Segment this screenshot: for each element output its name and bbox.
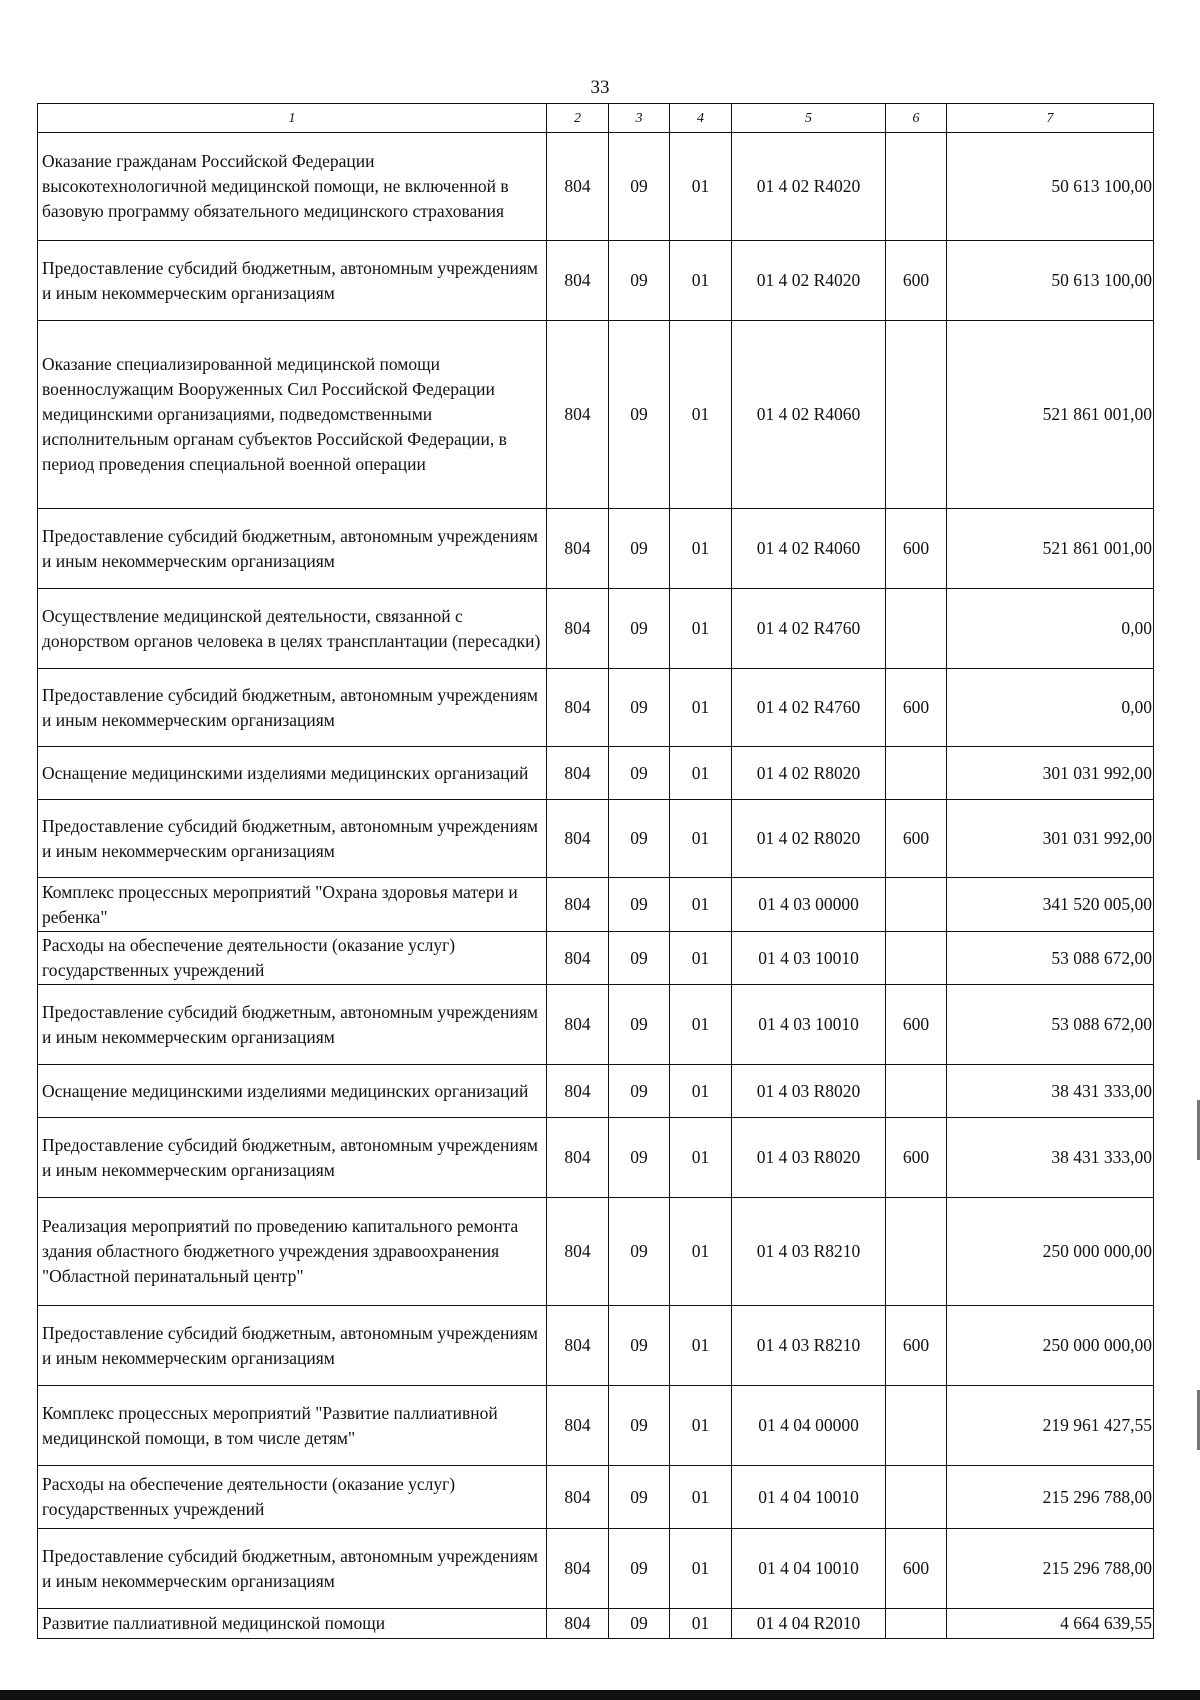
cell-target-article: 01 4 02 R4020 bbox=[732, 133, 886, 241]
cell-expense-type bbox=[886, 1386, 947, 1466]
cell-amount: 521 861 001,00 bbox=[947, 321, 1154, 509]
page-number: 33 bbox=[590, 77, 610, 98]
cell-expense-type bbox=[886, 589, 947, 669]
cell-grbs: 804 bbox=[547, 589, 609, 669]
cell-section: 09 bbox=[609, 1118, 670, 1198]
cell-name: Оказание гражданам Российской Федерации высокотехнологичной медицинской помощи, не включенной в базовую программу обязательного медицинского страхования bbox=[38, 133, 547, 241]
cell-name: Оснащение медицинскими изделиями медицинских организаций bbox=[38, 747, 547, 800]
cell-grbs: 804 bbox=[547, 1198, 609, 1306]
cell-subsection: 01 bbox=[670, 1609, 732, 1639]
cell-name: Предоставление субсидий бюджетным, автономным учреждениям и иным некоммерческим организациям bbox=[38, 1118, 547, 1198]
cell-name: Осуществление медицинской деятельности, связанной с донорством органов человека в целях трансплантации (пересадки) bbox=[38, 589, 547, 669]
cell-target-article: 01 4 03 10010 bbox=[732, 932, 886, 985]
cell-grbs: 804 bbox=[547, 321, 609, 509]
cell-grbs: 804 bbox=[547, 1609, 609, 1639]
cell-subsection: 01 bbox=[670, 1466, 732, 1529]
column-header-subsection: 4 bbox=[670, 104, 732, 133]
table-row bbox=[38, 1466, 1154, 1529]
cell-grbs: 804 bbox=[547, 985, 609, 1065]
table-row bbox=[38, 1306, 1154, 1386]
cell-section: 09 bbox=[609, 1466, 670, 1529]
cell-subsection: 01 bbox=[670, 878, 732, 932]
cell-expense-type bbox=[886, 1609, 947, 1639]
cell-subsection: 01 bbox=[670, 985, 732, 1065]
cell-grbs: 804 bbox=[547, 1529, 609, 1609]
cell-expense-type: 600 bbox=[886, 241, 947, 321]
cell-grbs: 804 bbox=[547, 133, 609, 241]
cell-grbs: 804 bbox=[547, 878, 609, 932]
cell-section: 09 bbox=[609, 589, 670, 669]
cell-target-article: 01 4 02 R4760 bbox=[732, 589, 886, 669]
cell-grbs: 804 bbox=[547, 747, 609, 800]
cell-amount: 53 088 672,00 bbox=[947, 932, 1154, 985]
cell-grbs: 804 bbox=[547, 1386, 609, 1466]
cell-target-article: 01 4 02 R4060 bbox=[732, 509, 886, 589]
table-row bbox=[38, 509, 1154, 589]
cell-name: Предоставление субсидий бюджетным, автономным учреждениям и иным некоммерческим организациям bbox=[38, 1306, 547, 1386]
cell-amount: 38 431 333,00 bbox=[947, 1118, 1154, 1198]
table-row bbox=[38, 1198, 1154, 1306]
cell-grbs: 804 bbox=[547, 1306, 609, 1386]
cell-amount: 301 031 992,00 bbox=[947, 800, 1154, 878]
cell-target-article: 01 4 03 R8210 bbox=[732, 1306, 886, 1386]
cell-target-article: 01 4 03 00000 bbox=[732, 878, 886, 932]
cell-section: 09 bbox=[609, 932, 670, 985]
cell-expense-type: 600 bbox=[886, 985, 947, 1065]
cell-subsection: 01 bbox=[670, 1386, 732, 1466]
cell-target-article: 01 4 03 10010 bbox=[732, 985, 886, 1065]
table-row bbox=[38, 669, 1154, 747]
cell-section: 09 bbox=[609, 1609, 670, 1639]
cell-expense-type: 600 bbox=[886, 669, 947, 747]
cell-name: Оснащение медицинскими изделиями медицинских организаций bbox=[38, 1065, 547, 1118]
cell-amount: 38 431 333,00 bbox=[947, 1065, 1154, 1118]
cell-name: Предоставление субсидий бюджетным, автономным учреждениям и иным некоммерческим организациям bbox=[38, 669, 547, 747]
cell-expense-type: 600 bbox=[886, 1118, 947, 1198]
cell-expense-type bbox=[886, 747, 947, 800]
cell-grbs: 804 bbox=[547, 509, 609, 589]
cell-expense-type bbox=[886, 1065, 947, 1118]
column-header-name: 1 bbox=[38, 104, 547, 133]
cell-expense-type bbox=[886, 321, 947, 509]
cell-name: Реализация мероприятий по проведению капитального ремонта здания областного бюджетного учреждения здравоохранения "Областной перинатальный центр" bbox=[38, 1198, 547, 1306]
cell-section: 09 bbox=[609, 321, 670, 509]
table-row bbox=[38, 985, 1154, 1065]
table-row bbox=[38, 747, 1154, 800]
cell-section: 09 bbox=[609, 1386, 670, 1466]
cell-amount: 50 613 100,00 bbox=[947, 133, 1154, 241]
cell-grbs: 804 bbox=[547, 1466, 609, 1529]
cell-subsection: 01 bbox=[670, 589, 732, 669]
cell-section: 09 bbox=[609, 1529, 670, 1609]
cell-grbs: 804 bbox=[547, 241, 609, 321]
table-row bbox=[38, 800, 1154, 878]
cell-section: 09 bbox=[609, 800, 670, 878]
cell-expense-type bbox=[886, 1198, 947, 1306]
cell-name: Развитие паллиативной медицинской помощи bbox=[38, 1609, 547, 1639]
table-row bbox=[38, 1529, 1154, 1609]
cell-amount: 219 961 427,55 bbox=[947, 1386, 1154, 1466]
cell-name: Предоставление субсидий бюджетным, автономным учреждениям и иным некоммерческим организациям bbox=[38, 509, 547, 589]
cell-subsection: 01 bbox=[670, 509, 732, 589]
cell-name: Расходы на обеспечение деятельности (оказание услуг) государственных учреждений bbox=[38, 1466, 547, 1529]
cell-amount: 50 613 100,00 bbox=[947, 241, 1154, 321]
cell-name: Расходы на обеспечение деятельности (оказание услуг) государственных учреждений bbox=[38, 932, 547, 985]
cell-amount: 215 296 788,00 bbox=[947, 1466, 1154, 1529]
cell-expense-type bbox=[886, 878, 947, 932]
cell-name: Предоставление субсидий бюджетным, автономным учреждениям и иным некоммерческим организациям bbox=[38, 1529, 547, 1609]
cell-target-article: 01 4 02 R4060 bbox=[732, 321, 886, 509]
cell-expense-type bbox=[886, 932, 947, 985]
cell-subsection: 01 bbox=[670, 1118, 732, 1198]
cell-section: 09 bbox=[609, 133, 670, 241]
cell-grbs: 804 bbox=[547, 1065, 609, 1118]
cell-expense-type: 600 bbox=[886, 1306, 947, 1386]
cell-section: 09 bbox=[609, 1306, 670, 1386]
table-row bbox=[38, 932, 1154, 985]
cell-section: 09 bbox=[609, 241, 670, 321]
cell-subsection: 01 bbox=[670, 1306, 732, 1386]
cell-subsection: 01 bbox=[670, 669, 732, 747]
table-row bbox=[38, 1609, 1154, 1639]
cell-subsection: 01 bbox=[670, 1529, 732, 1609]
column-header-section: 3 bbox=[609, 104, 670, 133]
scan-bottom-edge bbox=[0, 1690, 1200, 1700]
cell-target-article: 01 4 03 R8020 bbox=[732, 1065, 886, 1118]
cell-section: 09 bbox=[609, 985, 670, 1065]
cell-amount: 521 861 001,00 bbox=[947, 509, 1154, 589]
cell-amount: 215 296 788,00 bbox=[947, 1529, 1154, 1609]
table-body bbox=[38, 133, 1154, 1639]
cell-name: Комплекс процессных мероприятий "Развитие паллиативной медицинской помощи, в том числе детям" bbox=[38, 1386, 547, 1466]
table-row bbox=[38, 878, 1154, 932]
cell-subsection: 01 bbox=[670, 747, 732, 800]
cell-target-article: 01 4 02 R4760 bbox=[732, 669, 886, 747]
cell-target-article: 01 4 04 00000 bbox=[732, 1386, 886, 1466]
table-row bbox=[38, 321, 1154, 509]
budget-table bbox=[37, 103, 1154, 1639]
cell-amount: 301 031 992,00 bbox=[947, 747, 1154, 800]
cell-expense-type: 600 bbox=[886, 800, 947, 878]
cell-target-article: 01 4 02 R8020 bbox=[732, 800, 886, 878]
cell-target-article: 01 4 02 R4020 bbox=[732, 241, 886, 321]
cell-amount: 53 088 672,00 bbox=[947, 985, 1154, 1065]
column-header-grbs: 2 bbox=[547, 104, 609, 133]
cell-section: 09 bbox=[609, 1065, 670, 1118]
cell-target-article: 01 4 04 10010 bbox=[732, 1466, 886, 1529]
cell-subsection: 01 bbox=[670, 321, 732, 509]
table-row bbox=[38, 133, 1154, 241]
cell-amount: 250 000 000,00 bbox=[947, 1306, 1154, 1386]
cell-name: Оказание специализированной медицинской помощи военнослужащим Вооруженных Сил Российской Федерации медицинскими организациями, подведомственными исполнительным органам субъектов Российской Федерации, в период проведения специальной военной операции bbox=[38, 321, 547, 509]
table-row bbox=[38, 589, 1154, 669]
cell-expense-type: 600 bbox=[886, 1529, 947, 1609]
cell-section: 09 bbox=[609, 878, 670, 932]
cell-grbs: 804 bbox=[547, 800, 609, 878]
column-header-row bbox=[38, 104, 1154, 133]
cell-section: 09 bbox=[609, 747, 670, 800]
cell-amount: 4 664 639,55 bbox=[947, 1609, 1154, 1639]
column-header-target-article: 5 bbox=[732, 104, 886, 133]
table-row bbox=[38, 1386, 1154, 1466]
column-header-expense-type: 6 bbox=[886, 104, 947, 133]
cell-grbs: 804 bbox=[547, 932, 609, 985]
cell-section: 09 bbox=[609, 509, 670, 589]
cell-name: Предоставление субсидий бюджетным, автономным учреждениям и иным некоммерческим организациям bbox=[38, 800, 547, 878]
cell-target-article: 01 4 03 R8020 bbox=[732, 1118, 886, 1198]
table-row bbox=[38, 1118, 1154, 1198]
cell-subsection: 01 bbox=[670, 800, 732, 878]
column-header-amount: 7 bbox=[947, 104, 1154, 133]
cell-name: Комплекс процессных мероприятий "Охрана здоровья матери и ребенка" bbox=[38, 878, 547, 932]
cell-amount: 250 000 000,00 bbox=[947, 1198, 1154, 1306]
table-row bbox=[38, 241, 1154, 321]
cell-section: 09 bbox=[609, 669, 670, 747]
cell-target-article: 01 4 02 R8020 bbox=[732, 747, 886, 800]
cell-name: Предоставление субсидий бюджетным, автономным учреждениям и иным некоммерческим организациям bbox=[38, 241, 547, 321]
cell-subsection: 01 bbox=[670, 241, 732, 321]
table-row bbox=[38, 1065, 1154, 1118]
cell-grbs: 804 bbox=[547, 1118, 609, 1198]
cell-subsection: 01 bbox=[670, 133, 732, 241]
cell-subsection: 01 bbox=[670, 1198, 732, 1306]
cell-amount: 0,00 bbox=[947, 669, 1154, 747]
cell-expense-type bbox=[886, 133, 947, 241]
cell-amount: 0,00 bbox=[947, 589, 1154, 669]
cell-subsection: 01 bbox=[670, 932, 732, 985]
cell-subsection: 01 bbox=[670, 1065, 732, 1118]
cell-target-article: 01 4 04 10010 bbox=[732, 1529, 886, 1609]
cell-name: Предоставление субсидий бюджетным, автономным учреждениям и иным некоммерческим организациям bbox=[38, 985, 547, 1065]
cell-grbs: 804 bbox=[547, 669, 609, 747]
cell-target-article: 01 4 04 R2010 bbox=[732, 1609, 886, 1639]
cell-section: 09 bbox=[609, 1198, 670, 1306]
cell-expense-type bbox=[886, 1466, 947, 1529]
cell-target-article: 01 4 03 R8210 bbox=[732, 1198, 886, 1306]
cell-amount: 341 520 005,00 bbox=[947, 878, 1154, 932]
cell-expense-type: 600 bbox=[886, 509, 947, 589]
